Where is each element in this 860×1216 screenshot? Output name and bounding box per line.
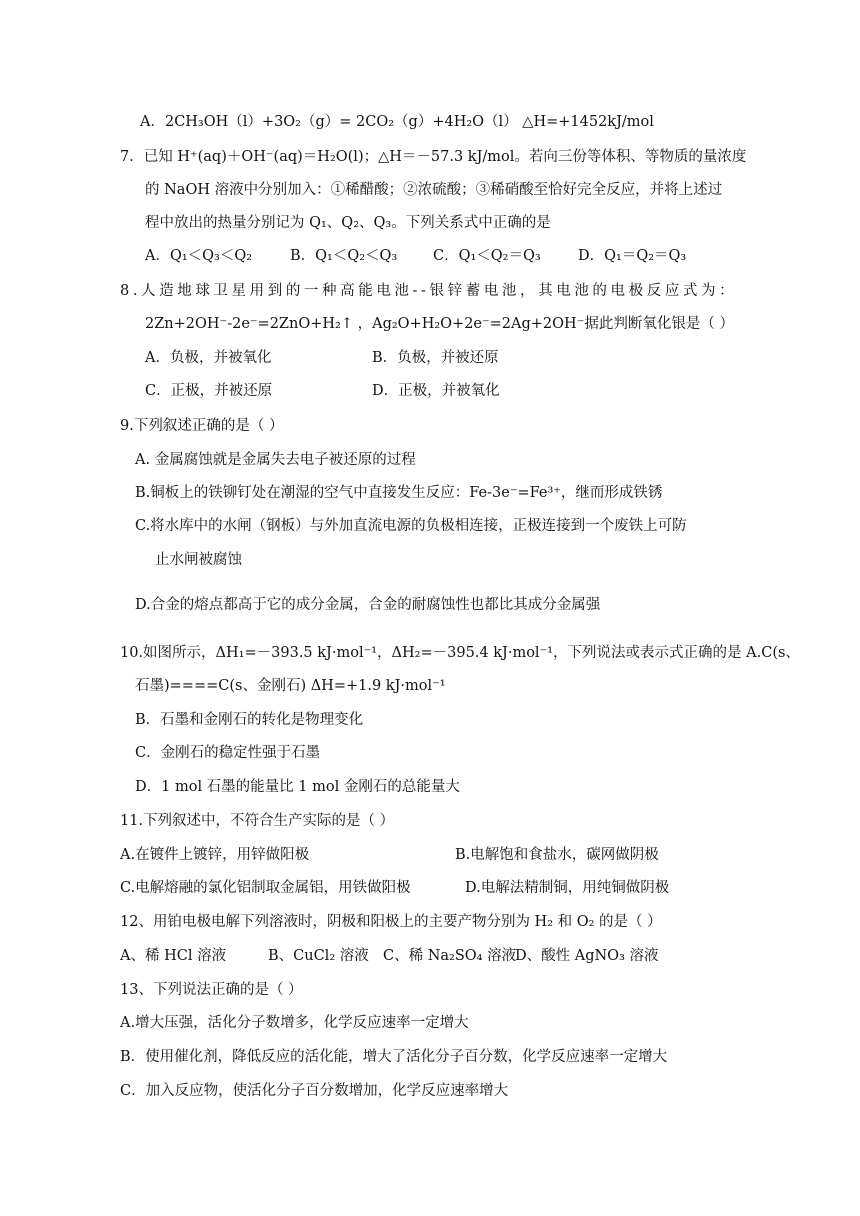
q11-option-b: B.电解饱和食盐水，碳网做阴极 [455, 847, 659, 863]
q12-option-a: A、稀 HCl 溶液 [120, 948, 227, 964]
q7-option-a: A．Q₁＜Q₃＜Q₂ [145, 248, 253, 264]
q7-option-b: B．Q₁＜Q₂＜Q₃ [290, 248, 398, 264]
q9-option-c-line-2: 止水闸被腐蚀 [155, 552, 242, 568]
q11-option-c: C.电解熔融的氯化铝制取金属铝，用铁做阳极 [120, 880, 411, 896]
q12-option-d: D、酸性 AgNO₃ 溶液 [515, 948, 659, 964]
q13-stem: 13、下列说法正确的是（ ） [120, 982, 303, 998]
q9-option-d: D.合金的熔点都高于它的成分金属，合金的耐腐蚀性也都比其成分金属强 [135, 597, 601, 613]
q13-option-b: B．使用催化剂，降低反应的活化能，增大了活化分子百分数，化学反应速率一定增大 [120, 1049, 668, 1065]
q7-option-c: C．Q₁＜Q₂＝Q₃ [433, 248, 541, 264]
q8-option-a: A．负极，并被氧化 [145, 350, 272, 366]
q10-option-b: B．石墨和金刚石的转化是物理变化 [135, 712, 364, 728]
q11-stem: 11.下列叙述中，不符合生产实际的是（ ） [120, 813, 395, 829]
q13-option-c: C．加入反应物，使活化分子百分数增加，化学反应速率增大 [120, 1083, 509, 1099]
q9-stem: 9.下列叙述正确的是（ ） [120, 418, 284, 434]
q12-option-c: C、稀 Na₂SO₄ 溶液 [383, 948, 517, 964]
q8-option-c: C．正极，并被还原 [145, 383, 273, 399]
q8-option-b: B．负极，并被还原 [372, 350, 499, 366]
q9-option-a: A. 金属腐蚀就是金属失去电子被还原的过程 [135, 452, 416, 468]
q7-option-d: D．Q₁＝Q₂＝Q₃ [578, 248, 687, 264]
q13-option-a: A.增大压强，活化分子数增多，化学反应速率一定增大 [120, 1015, 469, 1031]
q12-stem: 12、用铂电极电解下列溶液时，阴极和阳极上的主要产物分别为 H₂ 和 O₂ 的是（ ） [120, 914, 662, 930]
q7-stem-line-2: 的 NaOH 溶液中分别加入：①稀醋酸；②浓硫酸；③稀硝酸至恰好完全反应，并将上述过 [145, 182, 723, 198]
q8-stem-line-2: 2Zn+2OH⁻-2e⁻=2ZnO+H₂↑ ，Ag₂O+H₂O+2e⁻=2Ag+2OH⁻据此判断氧化银是（ ） [145, 316, 734, 332]
q10-option-a-cont: 石墨)====C(s、金刚石) ΔH=+1.9 kJ·mol⁻¹ [135, 678, 446, 694]
q12-option-b: B、CuCl₂ 溶液 [268, 948, 369, 964]
q8-option-d: D．正极，并被氧化 [372, 383, 500, 399]
q7-stem-line-3: 程中放出的热量分别记为 Q₁、Q₂、Q₃。下列关系式中正确的是 [145, 215, 551, 231]
q6-option-a: A．2CH₃OH（l）+3O₂（g）= 2CO₂（g）+4H₂O（l） △H=+1452kJ/mol [140, 114, 654, 130]
q11-option-a: A.在镀件上镀锌，用锌做阳极 [120, 847, 310, 863]
q7-stem-line-1: 7．已知 H⁺(aq)＋OH⁻(aq)＝H₂O(l)；△H＝－57.3 kJ/mol。若向三份等体积、等物质的量浓度 [120, 149, 747, 165]
q9-option-b: B.铜板上的铁铆钉处在潮湿的空气中直接发生反应：Fe-3e⁻=Fe³⁺，继而形成铁锈 [135, 485, 663, 501]
q10-option-d: D．1 mol 石墨的能量比 1 mol 金刚石的总能量大 [135, 779, 460, 795]
q10-stem-line-1: 10.如图所示，ΔH₁=－393.5 kJ·mol⁻¹，ΔH₂=－395.4 kJ·mol⁻¹，下列说法或表示式正确的是 A.C(s、 [120, 645, 800, 661]
q9-option-c-line-1: C.将水库中的水闸（钢板）与外加直流电源的负极相连接，正极连接到一个废铁上可防 [135, 518, 687, 534]
q10-option-c: C．金刚石的稳定性强于石墨 [135, 745, 321, 761]
q11-option-d: D.电解法精制铜，用纯铜做阴极 [465, 880, 670, 896]
q8-stem-line-1: 8.人造地球卫星用到的一种高能电池--银锌蓄电池，其电池的电极反应式为： [120, 283, 738, 299]
